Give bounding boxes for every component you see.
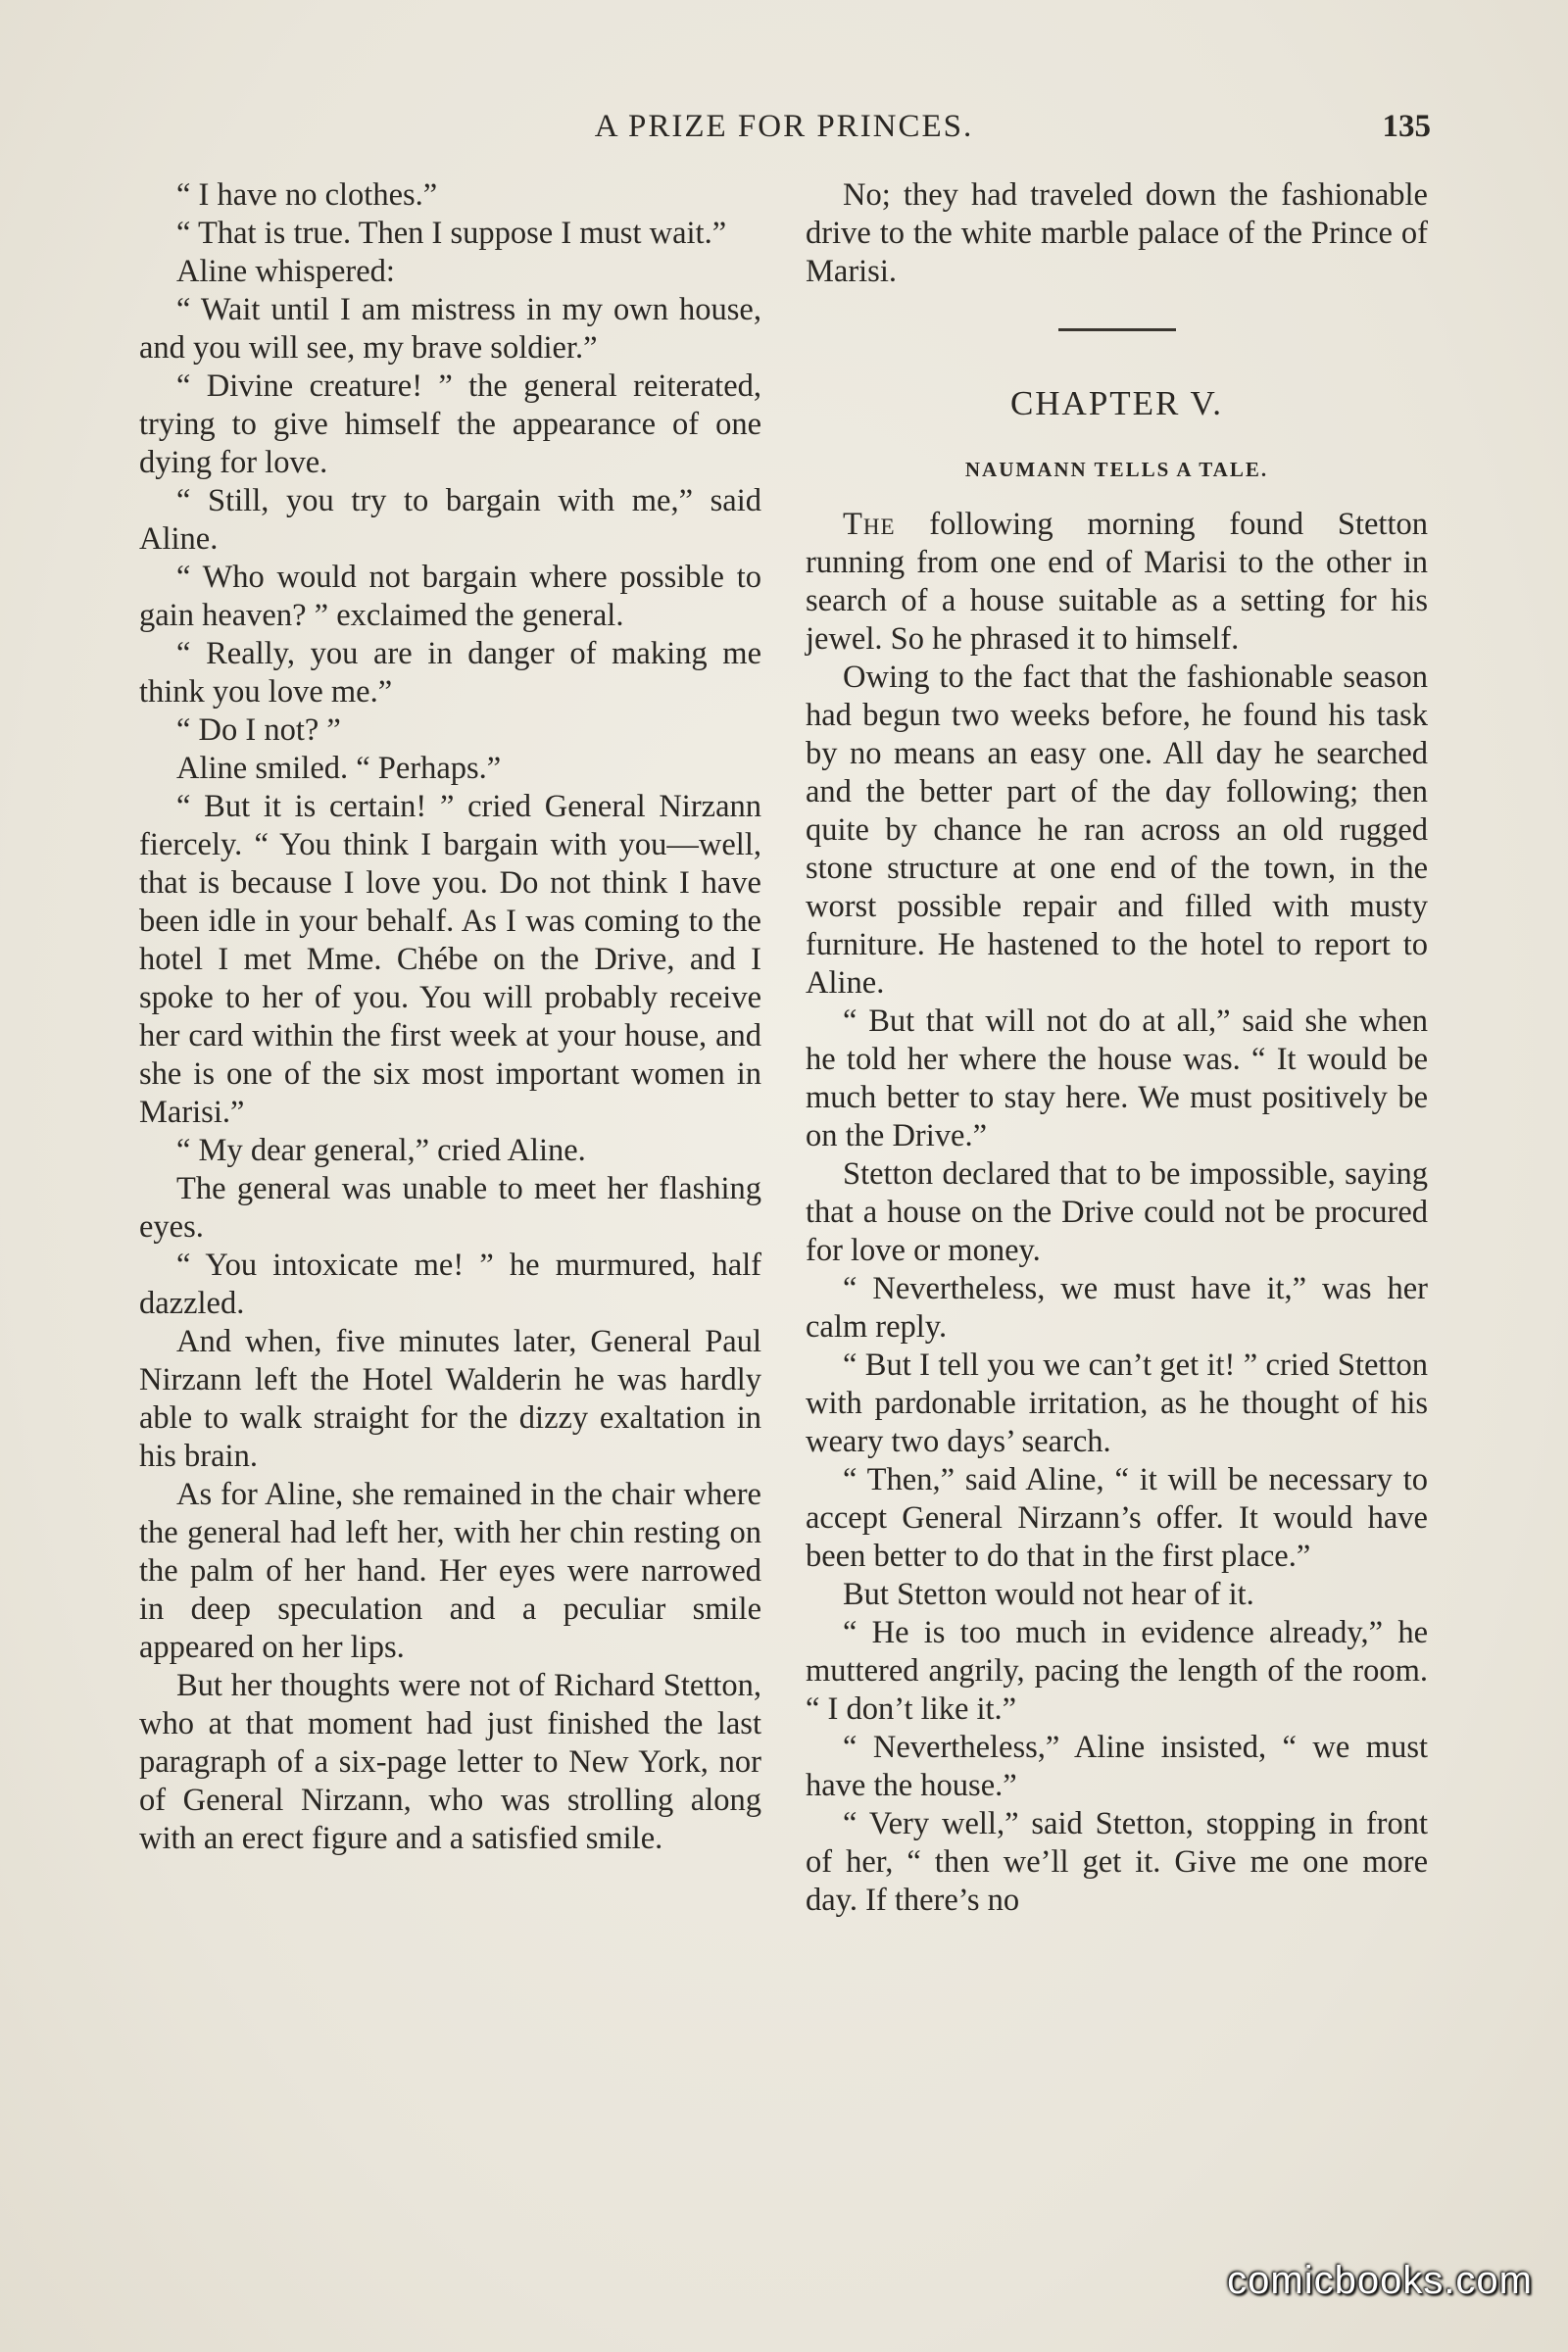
paragraph: No; they had traveled down the fashionable drive to the white marble palace of the Prince of Marisi. bbox=[806, 177, 1428, 289]
paragraph: Owing to the fact that the fashionable season had begun two weeks before, he found his task by no means an easy one. All day he searched and the better part of the day following; then quite by chance he ran across an old rugged stone structure at one end of the town, in the worst possible repair and filled with musty furniture. He hastened to the hotel to report to Aline. bbox=[806, 660, 1428, 1001]
paragraph: “ Do I not? ” bbox=[176, 712, 341, 748]
paragraph: Aline whispered: bbox=[176, 254, 395, 289]
section-divider bbox=[1058, 328, 1176, 331]
paragraph: The general was unable to meet her flashing eyes. bbox=[139, 1171, 761, 1245]
chapter-opening-paragraph bbox=[806, 506, 1428, 659]
running-title: A PRIZE FOR PRINCES. bbox=[594, 109, 974, 144]
paragraph: “ Divine creature! ” the general reiterated, trying to give himself the appearance of one dying for love. bbox=[139, 368, 761, 480]
paragraph: “ Still, you try to bargain with me,” said Aline. bbox=[139, 483, 761, 557]
paragraph: “ My dear general,” cried Aline. bbox=[176, 1133, 586, 1168]
paragraph: But her thoughts were not of Richard Stetton, who at that moment had just finished the last paragraph of a six-page letter to New York, nor of General Nirzann, who was strolling along with an erect figure and a satisfied smile. bbox=[139, 1668, 761, 1856]
chapter-subtitle: NAUMANN TELLS A TALE. bbox=[964, 458, 1269, 481]
site-watermark: comicbooks.com bbox=[1227, 2259, 1533, 2302]
paragraph: “ Really, you are in danger of making me think you love me.” bbox=[139, 636, 761, 710]
right-column bbox=[806, 176, 1428, 1920]
paragraph: “ Then,” said Aline, “ it will be necessary to accept General Nirzann’s offer. It would have been better to do that in the first place.” bbox=[806, 1462, 1428, 1574]
paragraph: “ He is too much in evidence already,” he muttered angrily, pacing the length of the room. “ I don’t like it.” bbox=[806, 1615, 1428, 1727]
paragraph: Aline smiled. “ Perhaps.” bbox=[176, 751, 502, 786]
paragraph: “ I have no clothes.” bbox=[176, 177, 438, 213]
left-column bbox=[139, 176, 761, 1858]
paragraph: “ That is true. Then I suppose I must wait.” bbox=[176, 216, 727, 251]
chapter-heading: CHAPTER V. bbox=[1009, 384, 1224, 422]
paragraph: “ Very well,” said Stetton, stopping in front of her, “ then we’ll get it. Give me one more day. If there’s no bbox=[806, 1806, 1428, 1918]
paragraph: “ Wait until I am mistress in my own house, and you will see, my brave soldier.” bbox=[139, 292, 761, 366]
paragraph: Stetton declared that to be impossible, saying that a house on the Drive could not be procured for love or money. bbox=[806, 1156, 1428, 1268]
paragraph-text: following morning found Stetton running from one end of Marisi to the other in search of a house suitable as a setting for his jewel. So he phrased it to himself. bbox=[806, 507, 1428, 657]
paragraph: “ Who would not bargain where possible to gain heaven? ” exclaimed the general. bbox=[139, 560, 761, 633]
paragraph: But Stetton would not hear of it. bbox=[843, 1577, 1254, 1612]
paragraph: And when, five minutes later, General Paul Nirzann left the Hotel Walderin he was hardly able to walk straight for the dizzy exaltation in his brain. bbox=[139, 1324, 761, 1474]
paragraph: “ But that will not do at all,” said she when he told her where the house was. “ It would be much better to stay here. We must positively be on the Drive.” bbox=[806, 1004, 1428, 1153]
paragraph: “ Nevertheless,” Aline insisted, “ we must have the house.” bbox=[806, 1730, 1428, 1803]
page-number: 135 bbox=[1382, 109, 1431, 144]
first-word: The bbox=[843, 507, 896, 542]
paragraph: “ You intoxicate me! ” he murmured, half dazzled. bbox=[139, 1248, 761, 1321]
paragraph: “ But I tell you we can’t get it! ” cried Stetton with pardonable irritation, as he thought of his weary two days’ search. bbox=[806, 1348, 1428, 1459]
paragraph: “ Nevertheless, we must have it,” was her calm reply. bbox=[806, 1271, 1428, 1345]
paragraph: As for Aline, she remained in the chair where the general had left her, with her chin resting on the palm of her hand. Her eyes were narrowed in deep speculation and a peculiar smile appeared on her lips. bbox=[139, 1477, 761, 1665]
running-head bbox=[137, 104, 1431, 149]
paragraph: “ But it is certain! ” cried General Nirzann fiercely. “ You think I bargain with you—well, that is because I love you. Do not think I have been idle in your behalf. As I was coming to the hotel I met Mme. Chébe on the Drive, and I spoke to her of you. You will probably receive her card within the first week at your house, and she is one of the six most important women in Marisi.” bbox=[139, 789, 761, 1130]
